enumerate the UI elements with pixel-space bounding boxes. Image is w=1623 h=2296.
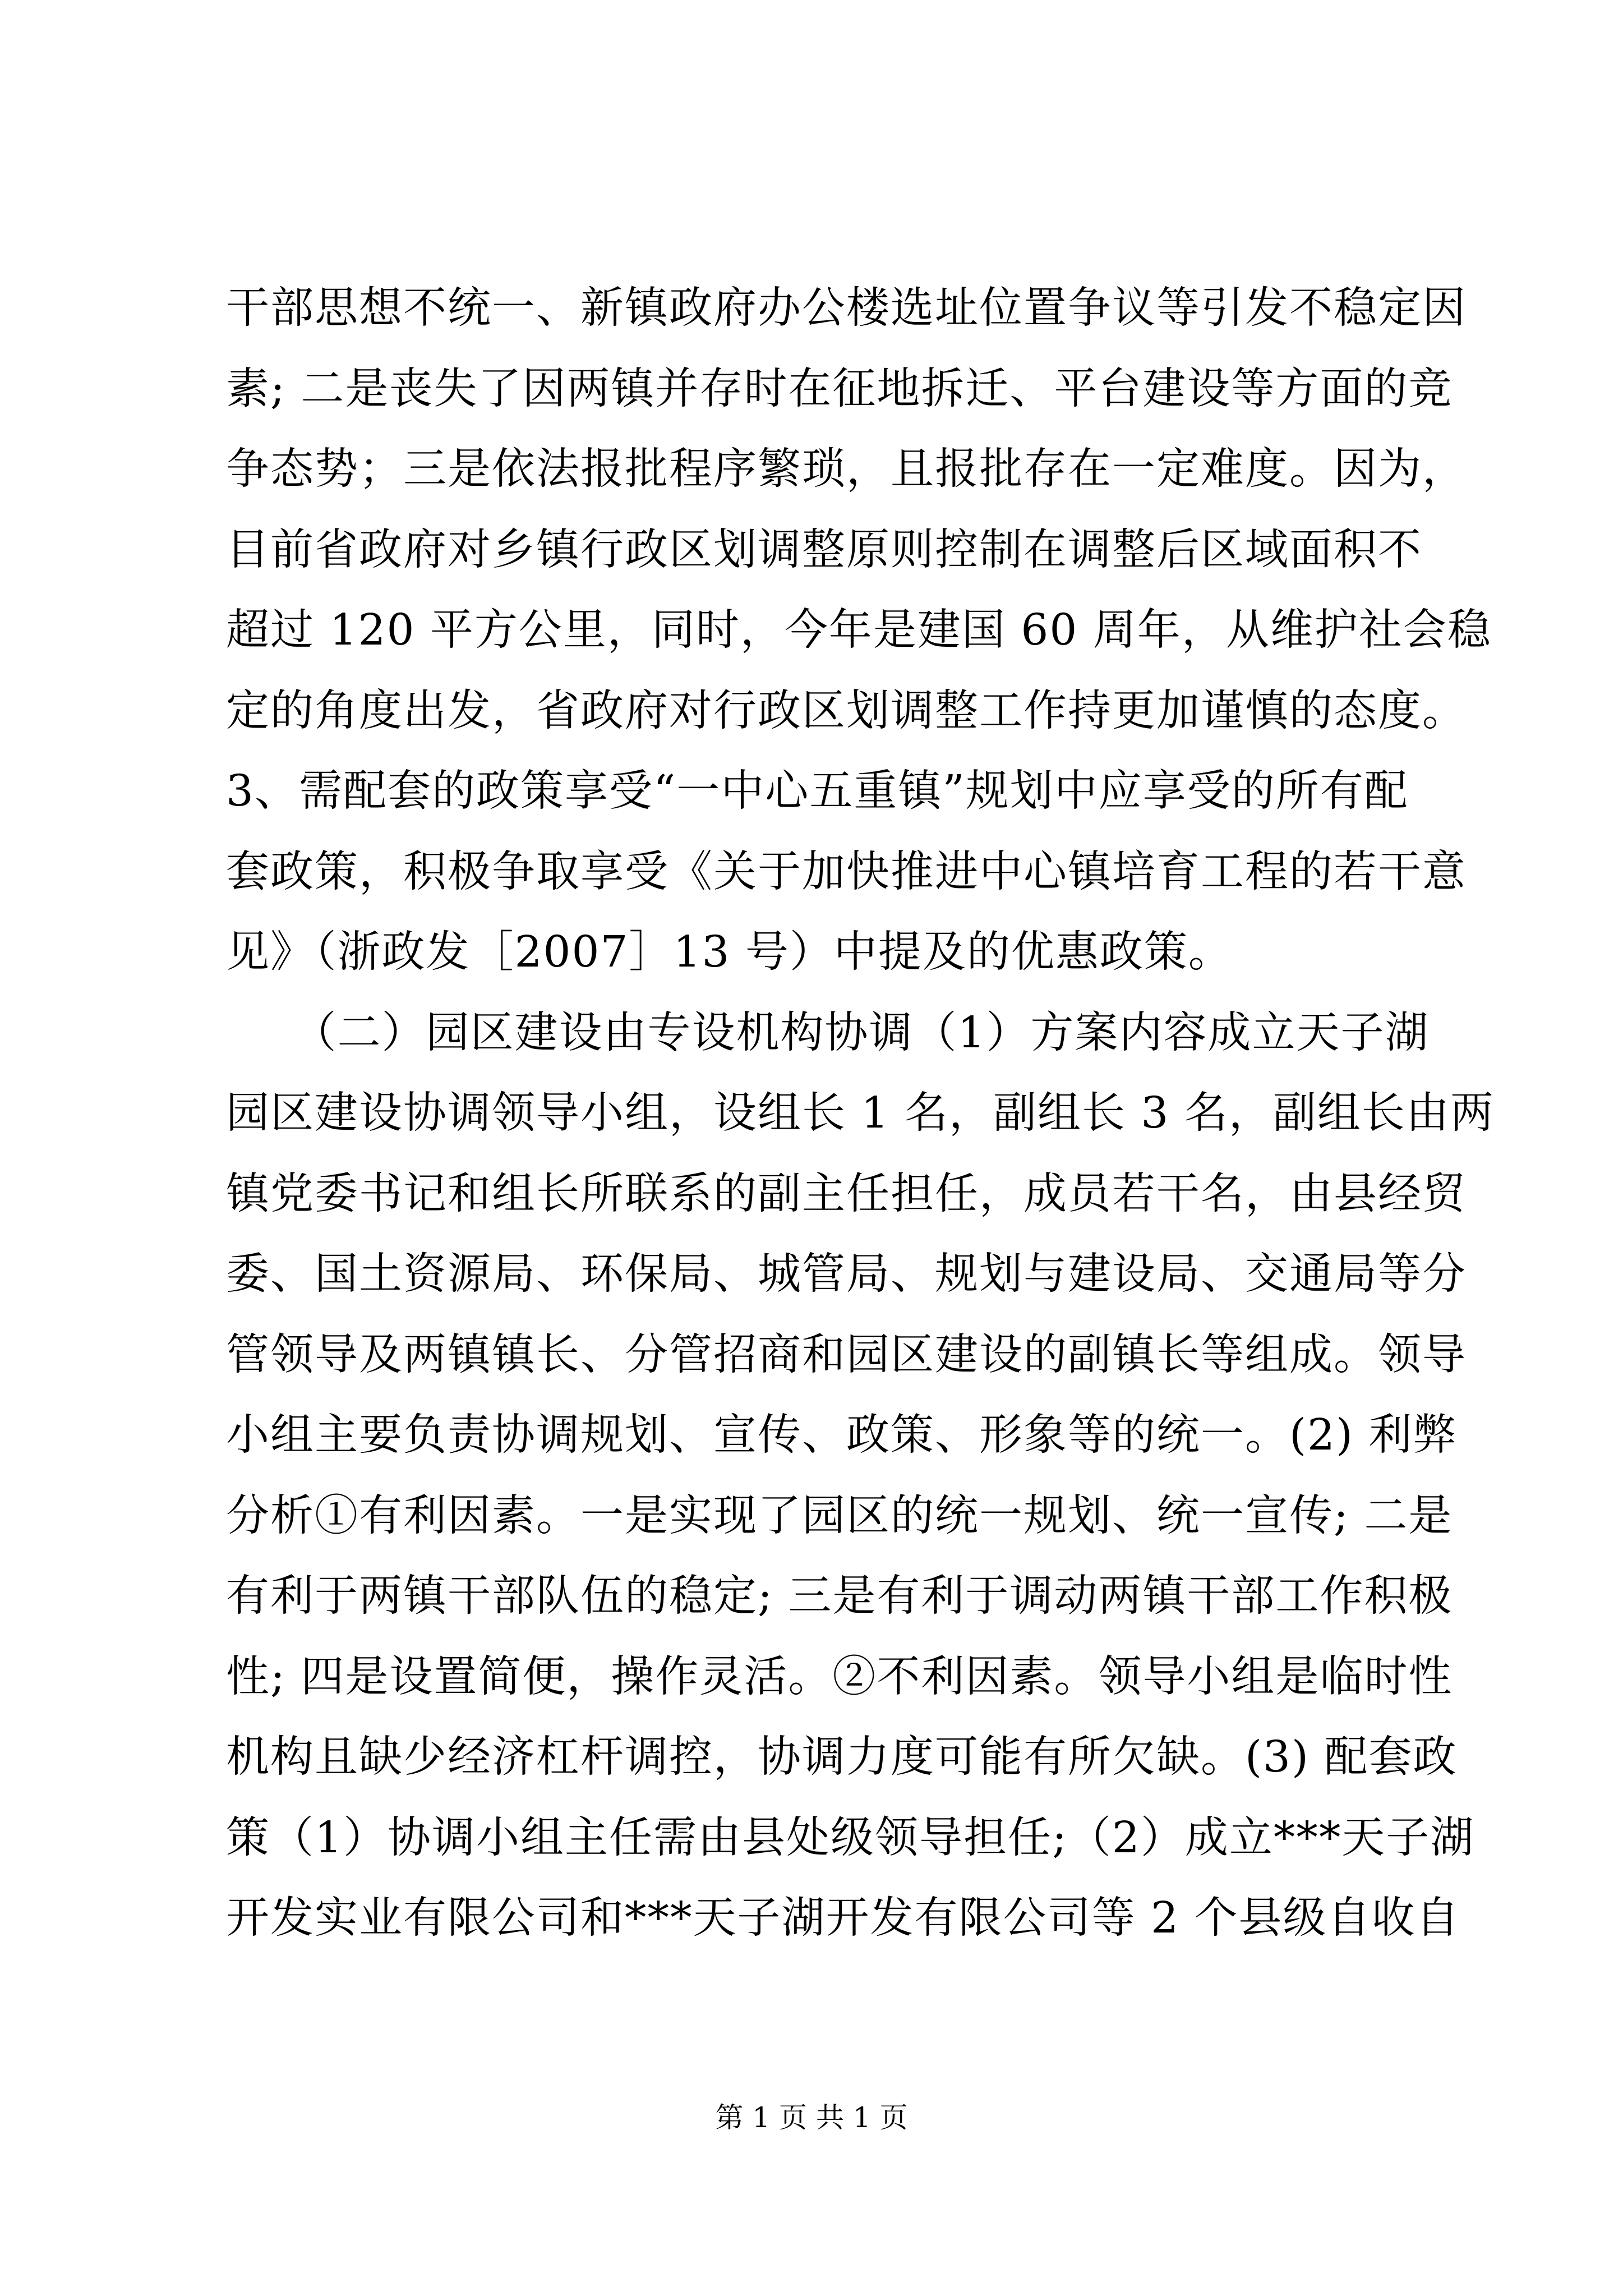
text-line: 干部思想不统一、新镇政府办公楼选址位置争议等引发不稳定因 xyxy=(226,283,1467,333)
text-line: 争态势；三是依法报批程序繁琐，且报批存在一定难度。因为， xyxy=(226,444,1467,494)
text-line: 小组主要负责协调规划、宣传、政策、形象等的统一。(2) 利弊 xyxy=(226,1410,1458,1460)
text-line: 园区建设协调领导小组，设组长 1 名，副组长 3 名，副组长由两 xyxy=(226,1088,1495,1138)
text-line: 见》（浙政发［2007］13 号）中提及的优惠政策。 xyxy=(226,927,1233,977)
text-line: 套政策，积极争取享受《关于加快推进中心镇培育工程的若干意 xyxy=(226,847,1467,897)
page-footer: 第 1 页 共 1 页 xyxy=(715,2101,908,2134)
text-line: 3、需配套的政策享受“一中心五重镇”规划中应享受的所有配 xyxy=(226,766,1409,816)
text-line: 开发实业有限公司和***天子湖开发有限公司等 2 个县级自收自 xyxy=(226,1893,1460,1943)
text-line: （二）园区建设由专设机构协调（1）方案内容成立天子湖 xyxy=(226,1008,1430,1058)
text-line: 分析①有利因素。一是实现了园区的统一规划、统一宣传; 二是 xyxy=(226,1491,1453,1541)
text-line: 超过 120 平方公里，同时，今年是建国 60 周年，从维护社会稳 xyxy=(226,605,1492,655)
text-line: 素; 二是丧失了因两镇并存时在征地拆迁、平台建设等方面的竞 xyxy=(226,364,1453,414)
text-line: 性; 四是设置简便，操作灵活。②不利因素。领导小组是临时性 xyxy=(226,1652,1453,1702)
text-line: 镇党委书记和组长所联系的副主任担任，成员若干名，由县经贸 xyxy=(226,1169,1467,1219)
text-line: 定的角度出发，省政府对行政区划调整工作持更加谨慎的态度。 xyxy=(226,686,1467,736)
text-line: 机构且缺少经济杠杆调控，协调力度可能有所欠缺。(3) 配套政 xyxy=(226,1732,1458,1782)
text-line: 目前省政府对乡镇行政区划调整原则控制在调整后区域面积不 xyxy=(226,525,1422,575)
text-line: 有利于两镇干部队伍的稳定; 三是有利于调动两镇干部工作积极 xyxy=(226,1571,1453,1621)
text-line: 策（1）协调小组主任需由县处级领导担任;（2）成立***天子湖 xyxy=(226,1813,1475,1863)
text-line: 管领导及两镇镇长、分管招商和园区建设的副镇长等组成。领导 xyxy=(226,1330,1467,1380)
text-line: 委、国土资源局、环保局、城管局、规划与建设局、交通局等分 xyxy=(226,1249,1467,1299)
